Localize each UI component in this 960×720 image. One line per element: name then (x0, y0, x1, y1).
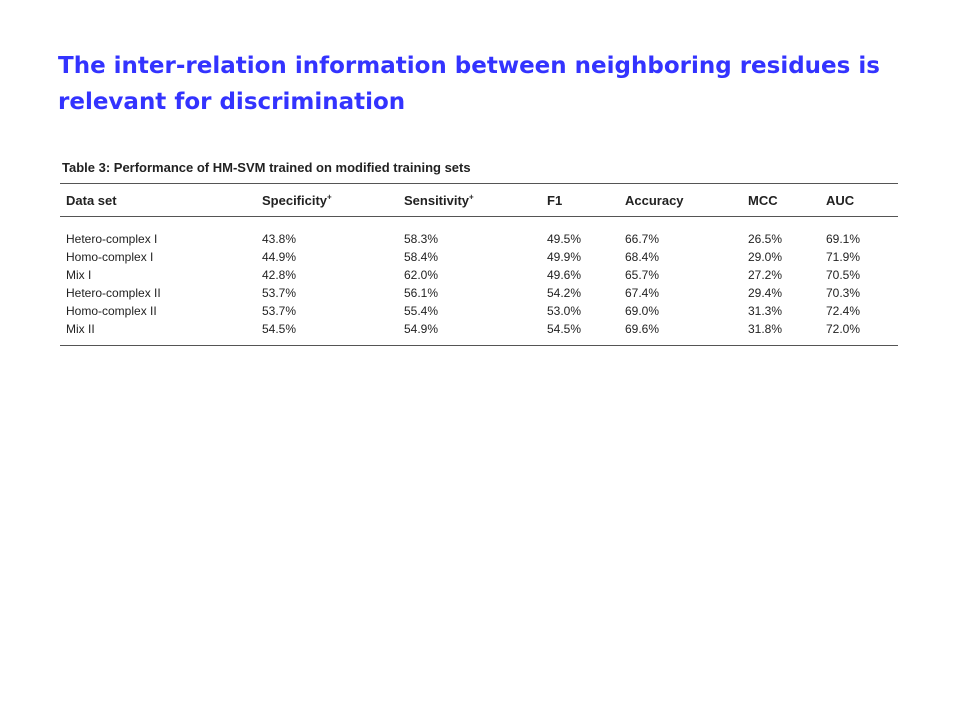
cell-sensitivity: 58.3% (404, 232, 439, 246)
cell-mcc: 29.0% (748, 250, 783, 264)
cell-data-set: Hetero-complex I (66, 232, 158, 246)
cell-accuracy: 69.0% (625, 304, 660, 318)
cell-data-set: Mix I (66, 268, 92, 282)
cell-f1: 54.5% (547, 322, 582, 336)
cell-accuracy: 65.7% (625, 268, 660, 282)
cell-data-set: Homo-complex II (66, 304, 157, 318)
table-row (60, 266, 898, 284)
cell-mcc: 26.5% (748, 232, 783, 246)
cell-accuracy: 68.4% (625, 250, 660, 264)
cell-auc: 72.4% (826, 304, 861, 318)
table-row (60, 320, 898, 346)
cell-sensitivity: 58.4% (404, 250, 439, 264)
cell-accuracy: 66.7% (625, 232, 660, 246)
header-accuracy: Accuracy (625, 192, 684, 208)
cell-sensitivity: 62.0% (404, 268, 439, 282)
cell-specificity: 42.8% (262, 268, 297, 282)
cell-f1: 54.2% (547, 286, 582, 300)
cell-auc: 71.9% (826, 250, 861, 264)
header-auc: AUC (826, 192, 855, 208)
cell-data-set: Mix II (66, 322, 95, 336)
cell-accuracy: 69.6% (625, 322, 660, 336)
cell-sensitivity: 54.9% (404, 322, 439, 336)
header-mcc: MCC (748, 192, 778, 208)
cell-auc: 70.5% (826, 268, 861, 282)
cell-mcc: 29.4% (748, 286, 783, 300)
cell-mcc: 31.3% (748, 304, 783, 318)
slide-title: The inter-relation information between neighboring residues is relevant for discrimination (58, 53, 880, 115)
cell-sensitivity: 56.1% (404, 286, 439, 300)
table-row (60, 248, 898, 266)
sensitivity-footnote-mark: + (469, 192, 474, 202)
table-row (60, 284, 898, 302)
cell-auc: 69.1% (826, 232, 861, 246)
cell-sensitivity: 55.4% (404, 304, 439, 318)
cell-accuracy: 67.4% (625, 286, 660, 300)
table-header-row (60, 184, 898, 217)
table-row (60, 217, 898, 249)
performance-table-block (60, 160, 898, 346)
cell-specificity: 44.9% (262, 250, 297, 264)
table-caption: Table 3: Performance of HM-SVM trained on modified training sets (62, 160, 471, 175)
cell-auc: 72.0% (826, 322, 861, 336)
cell-f1: 49.6% (547, 268, 582, 282)
cell-specificity: 53.7% (262, 304, 297, 318)
cell-specificity: 53.7% (262, 286, 297, 300)
cell-f1: 49.9% (547, 250, 582, 264)
cell-auc: 70.3% (826, 286, 861, 300)
cell-mcc: 27.2% (748, 268, 783, 282)
header-sensitivity: Sensitivity+ (404, 192, 474, 208)
header-f1: F1 (547, 192, 563, 208)
cell-data-set: Hetero-complex II (66, 286, 161, 300)
specificity-footnote-mark: + (327, 192, 332, 202)
cell-mcc: 31.8% (748, 322, 783, 336)
cell-specificity: 54.5% (262, 322, 297, 336)
cell-data-set: Homo-complex I (66, 250, 154, 264)
header-specificity: Specificity+ (262, 192, 332, 208)
performance-table (60, 183, 898, 346)
cell-f1: 49.5% (547, 232, 582, 246)
cell-specificity: 43.8% (262, 232, 297, 246)
cell-f1: 53.0% (547, 304, 582, 318)
table-row (60, 302, 898, 320)
header-data-set: Data set (66, 192, 117, 208)
